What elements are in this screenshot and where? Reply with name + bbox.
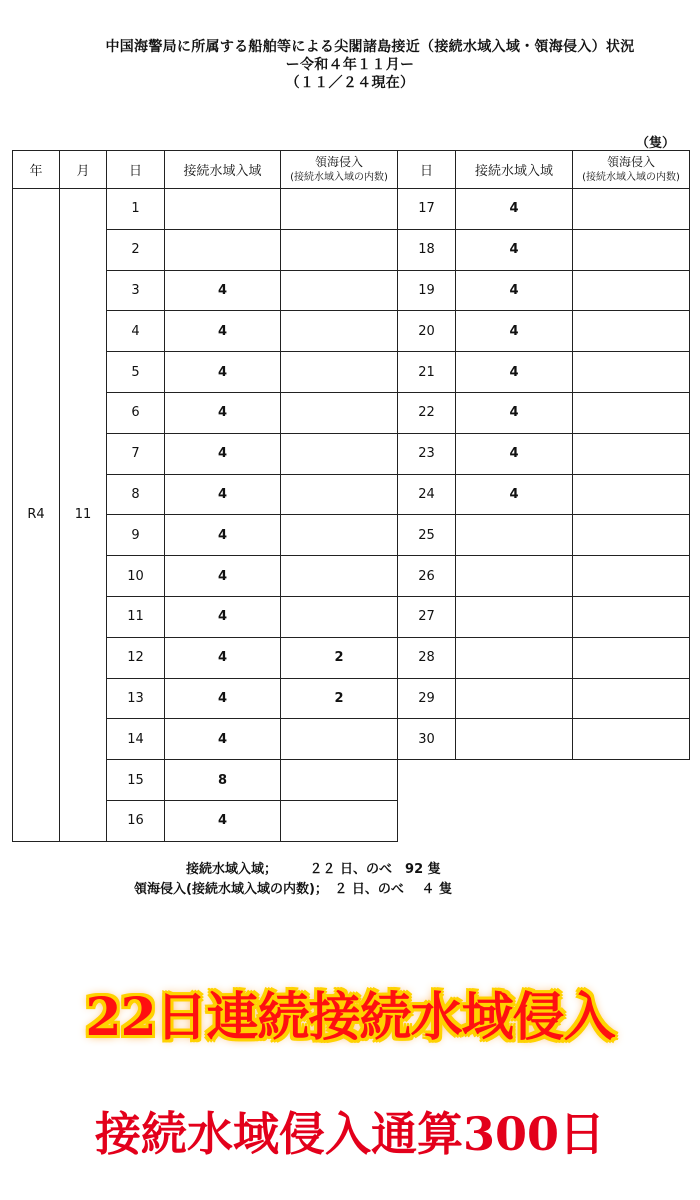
day-cell: 17 <box>398 189 456 230</box>
header-territorial-label: 領海侵入 <box>314 154 363 169</box>
contiguous-cell <box>456 515 573 556</box>
contiguous-cell <box>456 637 573 678</box>
contiguous-cell: 8 <box>165 760 281 801</box>
banner-sub: 接続水域侵入通算300日 <box>94 1107 606 1161</box>
right-header-row <box>398 151 690 189</box>
summary-territorial: 領海侵入(接続水域入域の内数)； ２ 日、のべ ４ 隻 <box>134 882 452 897</box>
table-row <box>398 189 690 230</box>
day-cell: 27 <box>398 596 456 637</box>
contiguous-cell: 4 <box>165 352 281 393</box>
territorial-cell <box>573 637 690 678</box>
header-territorial-right <box>573 151 690 189</box>
table-row <box>398 433 690 474</box>
contiguous-cell: 4 <box>456 433 573 474</box>
unit-label: （隻） <box>636 136 676 151</box>
day-cell: 4 <box>107 311 165 352</box>
contiguous-cell: 4 <box>165 719 281 760</box>
day-cell: 2 <box>107 229 165 270</box>
day-cell: 7 <box>107 433 165 474</box>
contiguous-cell: 4 <box>165 474 281 515</box>
table-row <box>398 556 690 597</box>
title-line-3: （１１／２４現在） <box>285 75 415 91</box>
territorial-cell <box>573 270 690 311</box>
territorial-cell: 2 <box>281 678 398 719</box>
title-line-2: ー令和４年１１月ー <box>285 57 415 73</box>
title-line-1: 中国海警局に所属する船舶等による尖閣諸島接近（接続水域入域・領海侵入）状況 <box>105 39 635 55</box>
table-row <box>398 311 690 352</box>
table-row <box>398 637 690 678</box>
day-cell: 10 <box>107 556 165 597</box>
right-data-table <box>397 150 690 760</box>
table-row <box>398 596 690 637</box>
header-territorial-right-label: 領海侵入 <box>606 154 655 169</box>
day-cell: 8 <box>107 474 165 515</box>
territorial-cell <box>573 352 690 393</box>
day-cell: 28 <box>398 637 456 678</box>
contiguous-cell: 4 <box>165 678 281 719</box>
territorial-cell <box>281 433 398 474</box>
territorial-cell <box>573 189 690 230</box>
day-cell: 21 <box>398 352 456 393</box>
contiguous-cell: 4 <box>165 637 281 678</box>
contiguous-cell: 4 <box>456 474 573 515</box>
territorial-cell <box>281 311 398 352</box>
territorial-cell <box>281 556 398 597</box>
contiguous-cell: 4 <box>456 229 573 270</box>
day-cell: 19 <box>398 270 456 311</box>
day-cell: 30 <box>398 719 456 760</box>
day-cell: 25 <box>398 515 456 556</box>
territorial-cell <box>573 229 690 270</box>
left-header-row <box>13 151 398 189</box>
territorial-cell <box>573 515 690 556</box>
territorial-cell: 2 <box>281 637 398 678</box>
territorial-cell <box>281 189 398 230</box>
contiguous-cell: 4 <box>165 596 281 637</box>
header-year: 年 <box>13 151 60 189</box>
territorial-cell <box>573 719 690 760</box>
contiguous-cell <box>456 596 573 637</box>
day-cell: 1 <box>107 189 165 230</box>
contiguous-cell <box>165 189 281 230</box>
contiguous-cell <box>456 719 573 760</box>
table-row <box>398 474 690 515</box>
header-day-right: 日 <box>398 151 456 189</box>
day-cell: 20 <box>398 311 456 352</box>
header-territorial-sub: (接続水域入域の内数) <box>290 171 388 183</box>
contiguous-cell: 4 <box>165 270 281 311</box>
contiguous-cell <box>165 229 281 270</box>
territorial-cell <box>281 474 398 515</box>
day-cell: 26 <box>398 556 456 597</box>
contiguous-cell: 4 <box>456 270 573 311</box>
contiguous-cell: 4 <box>165 556 281 597</box>
contiguous-cell: 4 <box>456 352 573 393</box>
table-row <box>398 392 690 433</box>
left-data-table <box>12 150 398 842</box>
banner-main: 22日連続接続水域侵入 <box>85 987 615 1048</box>
day-cell: 3 <box>107 270 165 311</box>
day-cell: 13 <box>107 678 165 719</box>
contiguous-cell: 4 <box>456 392 573 433</box>
day-cell: 24 <box>398 474 456 515</box>
day-cell: 29 <box>398 678 456 719</box>
day-cell: 5 <box>107 352 165 393</box>
contiguous-cell: 4 <box>165 515 281 556</box>
day-cell: 14 <box>107 719 165 760</box>
header-day: 日 <box>107 151 165 189</box>
header-territorial-right-sub: (接続水域入域の内数) <box>582 171 680 183</box>
contiguous-cell: 4 <box>165 433 281 474</box>
table-row <box>398 270 690 311</box>
table-row <box>13 189 398 230</box>
contiguous-cell: 4 <box>165 311 281 352</box>
territorial-cell <box>281 760 398 801</box>
summary-block <box>134 860 452 900</box>
day-cell: 18 <box>398 229 456 270</box>
territorial-cell <box>573 474 690 515</box>
header-territorial <box>281 151 398 189</box>
header-contiguous-right: 接続水域入域 <box>456 151 573 189</box>
territorial-cell <box>281 270 398 311</box>
day-cell: 12 <box>107 637 165 678</box>
territorial-cell <box>281 596 398 637</box>
day-cell: 15 <box>107 760 165 801</box>
territorial-cell <box>281 352 398 393</box>
table-row <box>398 229 690 270</box>
contiguous-cell <box>456 556 573 597</box>
contiguous-cell: 4 <box>165 392 281 433</box>
contiguous-cell: 4 <box>456 189 573 230</box>
table-row <box>398 719 690 760</box>
table-row <box>398 678 690 719</box>
header-contiguous: 接続水域入域 <box>165 151 281 189</box>
territorial-cell <box>281 515 398 556</box>
document-title <box>0 38 700 92</box>
table-row <box>398 515 690 556</box>
summary-contiguous: 接続水域入域； ２２ 日、のべ 92 隻 <box>186 862 441 877</box>
territorial-cell <box>573 433 690 474</box>
day-cell: 23 <box>398 433 456 474</box>
day-cell: 16 <box>107 800 165 841</box>
day-cell: 11 <box>107 596 165 637</box>
day-cell: 9 <box>107 515 165 556</box>
day-cell: 22 <box>398 392 456 433</box>
contiguous-cell: 4 <box>456 311 573 352</box>
territorial-cell <box>281 392 398 433</box>
territorial-cell <box>573 556 690 597</box>
territorial-cell <box>573 596 690 637</box>
year-cell: R4 <box>13 189 60 842</box>
table-row <box>398 352 690 393</box>
territorial-cell <box>573 311 690 352</box>
territorial-cell <box>573 392 690 433</box>
month-cell: 11 <box>60 189 107 842</box>
header-month: 月 <box>60 151 107 189</box>
territorial-cell <box>281 719 398 760</box>
territorial-cell <box>573 678 690 719</box>
contiguous-cell <box>456 678 573 719</box>
day-cell: 6 <box>107 392 165 433</box>
contiguous-cell: 4 <box>165 800 281 841</box>
territorial-cell <box>281 229 398 270</box>
territorial-cell <box>281 800 398 841</box>
